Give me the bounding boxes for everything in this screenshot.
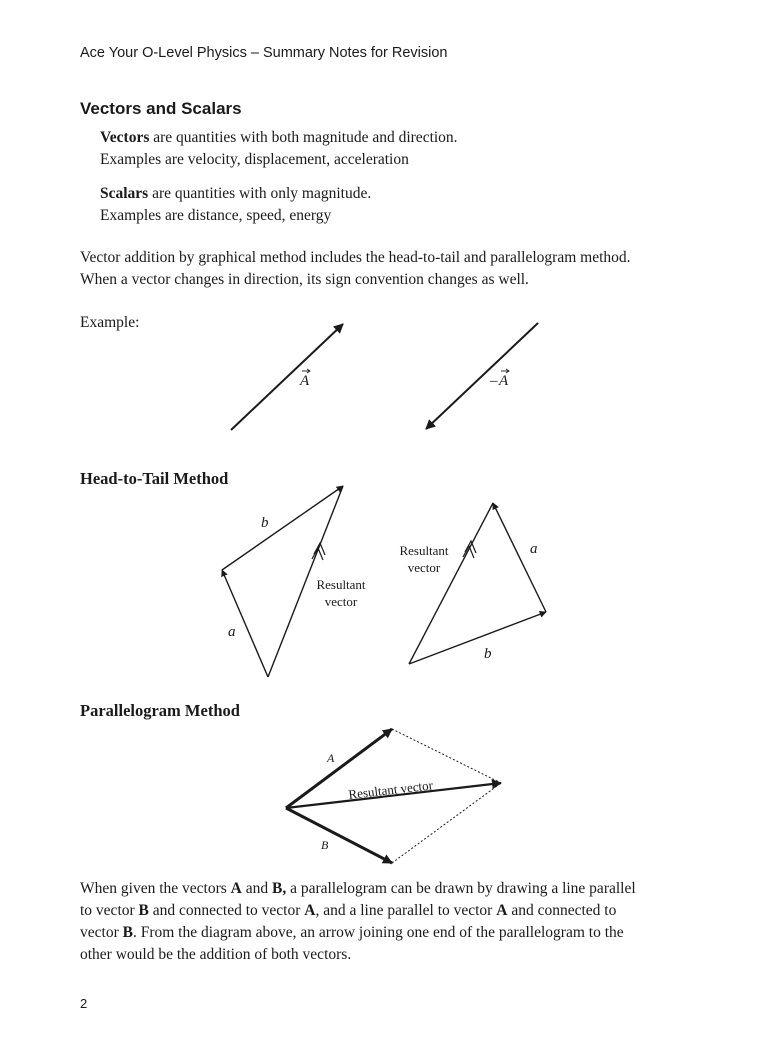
svg-text:A: A: [300, 373, 310, 389]
addition-line-1: Vector addition by graphical method includes the head-to-tail and parallelogram method.: [80, 249, 631, 266]
resultant-vector-label: Resultant vector: [347, 777, 434, 802]
resultant-label-1: Resultant: [316, 577, 366, 592]
label-b: b: [261, 515, 269, 531]
resultant-label-2: vector: [407, 560, 441, 575]
closing-line-4: other would be the addition of both vectors.: [80, 946, 352, 963]
addition-line-2: When a vector changes in direction, its sign convention changes as well.: [80, 271, 529, 288]
label-b: b: [484, 646, 492, 662]
example-label: Example:: [80, 314, 140, 331]
vectors-examples: Examples are velocity, displacement, acceleration: [100, 151, 409, 168]
closing-line-1: When given the vectors A and B, a parallelogram can be drawn by drawing a line parallel: [80, 880, 636, 897]
vectors-term: Vectors: [100, 129, 150, 146]
closing-line-3: vector B. From the diagram above, an arrow joining one end of the parallelogram to the: [80, 924, 624, 941]
running-header: Ace Your O-Level Physics – Summary Notes for Revision: [80, 45, 448, 61]
scalars-term: Scalars: [100, 185, 149, 202]
svg-text:A: A: [499, 373, 509, 389]
label-a: a: [228, 624, 236, 640]
dotted-side-top: [392, 729, 501, 783]
vectors-def-text: are quantities with both magnitude and direction.: [149, 129, 458, 146]
label-A: A: [327, 751, 335, 765]
section-title: Vectors and Scalars: [80, 99, 242, 118]
resultant-label-1: Resultant: [399, 543, 449, 558]
label-a: a: [530, 541, 538, 557]
svg-text:–: –: [490, 373, 498, 389]
vector-B-arrow: [286, 808, 392, 863]
page-number: 2: [80, 996, 88, 1011]
parallelogram-title: Parallelogram Method: [80, 701, 240, 720]
resultant-label-2: vector: [324, 594, 358, 609]
scalars-examples: Examples are distance, speed, energy: [100, 207, 332, 224]
head-to-tail-title: Head-to-Tail Method: [80, 469, 229, 488]
scalars-def-text: are quantities with only magnitude.: [148, 185, 372, 202]
closing-paragraph: [80, 878, 720, 966]
label-B: B: [321, 838, 329, 852]
closing-line-2: to vector B and connected to vector A, and a line parallel to vector A and connected to: [80, 902, 617, 919]
